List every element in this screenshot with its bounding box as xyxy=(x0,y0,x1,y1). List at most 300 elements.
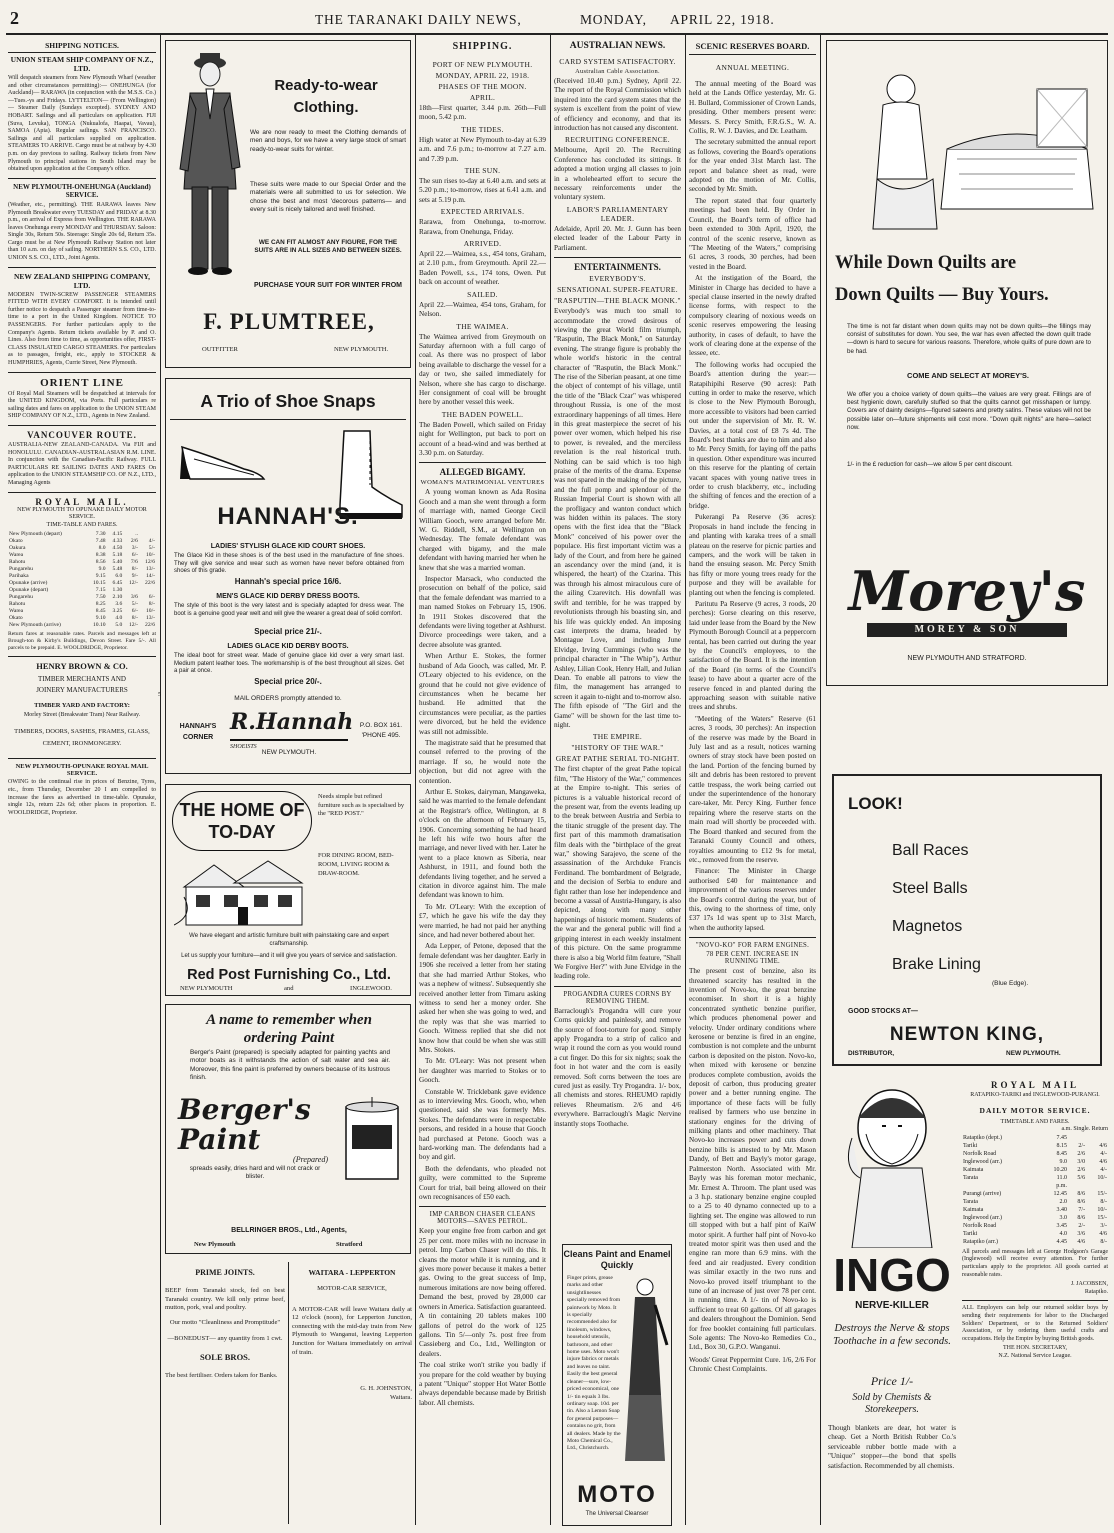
subheading: EXPECTED ARRIVALS. xyxy=(440,207,525,217)
mail-timetable-heading: TIME-TABLE AND FARES. xyxy=(46,521,118,528)
table-cell: 4.50 xyxy=(112,545,123,552)
nk-item xyxy=(892,832,1082,984)
subheading: CARD SYSTEM SATISFACTORY. xyxy=(559,57,676,66)
table-cell: 8.38 xyxy=(95,552,106,559)
table-cell: Okato xyxy=(9,538,23,545)
paragraph: When Arthur E. Stokes, the former husband of Ada Gooch, was called, Mr. P. O'Leary objected to his evidence, on the ground that he could not give evidence of circumstances when he became her husband. He admitted that the circumstances were peculiar, as the parties were divorced, but he held the evidence was still not admissible. xyxy=(419,652,546,736)
table-cell: Purangi (arrive) xyxy=(963,1190,1002,1197)
table-cell: 3.25 xyxy=(112,608,123,615)
hannah-logo xyxy=(230,709,354,750)
berger-agents: BELLRINGER BROS., Ltd., Agents, xyxy=(231,1227,347,1234)
table-cell: Rahotu xyxy=(9,601,26,608)
article-text: Woods' Great Peppermint Cure. 1/6, 2/6 For Chronic Chest Complaints. xyxy=(689,1355,816,1374)
masthead-day: MONDAY, xyxy=(580,12,647,27)
redpost-title-box xyxy=(172,791,312,851)
divider xyxy=(8,178,156,179)
table-cell: 10/- xyxy=(145,608,155,615)
subheading: ANNUAL MEETING. xyxy=(715,63,790,72)
table-cell: 4.15 xyxy=(112,531,123,538)
hannah-po: P.O. BOX 161. 'PHONE 495. xyxy=(359,722,403,739)
table-cell: 4/- xyxy=(148,538,155,545)
subheading: EVERYBODY'S. xyxy=(589,274,646,284)
paragraph: To Mr. O'Leary: With the exception of £7, which he gave his wife the day they were married, he had not paid her anything since, and had never bothered about her. xyxy=(419,902,546,940)
nk-item-label: Brake Lining xyxy=(892,956,981,973)
morey-body: The time is not far distant when down quilts may not be down quilts—the fillings may consist of substitutes for down. You see, the war has even affected the down quilt trade—down is hard to secure for various reasons. Therefore, whole quilts of pure down are to be had. xyxy=(847,323,1091,355)
section-heading: AUSTRALIAN NEWS. xyxy=(569,41,666,51)
plumtree-title2: Clothing. xyxy=(293,99,359,116)
hannah-logo-sub: SHOEISTS xyxy=(230,744,257,750)
hannah-town: NEW PLYMOUTH. xyxy=(261,749,317,756)
ingo-blankets: Though blankets are dear, hot water is cheap. Get a North British Rubber Co.'s serviceable rubber bottle made with a "Unique" stopper—the bond that spells satisfaction. Recommended by all chemists. xyxy=(828,1424,956,1470)
hannah-shoe-title: MEN'S GLACE KID DERBY DRESS BOOTS. xyxy=(216,593,360,600)
union-title: UNION STEAM SHIP COMPANY OF N.Z., LTD. xyxy=(10,55,154,73)
paragraph: To Mr. O'Leary: Was not present when her daughter was married to Stokes or to Gooch. xyxy=(419,1057,546,1085)
morey-headline2: Down Quilts — Buy Yours. xyxy=(835,285,1049,305)
divider xyxy=(8,372,156,373)
henry-brown-line: TIMBER MERCHANTS AND xyxy=(38,675,126,684)
lepperton-body: A MOTOR-CAR will leave Waitara daily at 12 o'clock (noon), for Lepperton Junction, connecting with the mid-day train from New Plymouth to Wanganui, leaving Lepperton Junction for Waitara immediately on arrival of train. xyxy=(292,1305,412,1356)
table-cell xyxy=(962,1182,1039,1190)
article-text: (Received 10.40 p.m.) Sydney, April 22. The report of the Royal Commission which inquired into the card system states that the system is excellent from the point of view of efficiency and economy, and that its introduction has not caused any discontent. xyxy=(554,77,681,133)
table-cell: Okato xyxy=(9,615,23,622)
table-cell: 5/- xyxy=(148,545,155,552)
table-cell: 22/6 xyxy=(145,622,155,629)
moto-brand: MOTO xyxy=(577,1481,657,1508)
article-text: 18th—First quarter, 3.44 p.m. 26th—Full moon, 5.42 p.m. xyxy=(419,104,546,122)
table-row xyxy=(962,1214,1108,1222)
article-text: The Baden Powell, which sailed on Friday night for Wellington, put back to port on account of a head-wind and was berthed at 3.30 p.m. on Saturday. xyxy=(419,420,546,457)
henry-brown-line: TIMBER YARD AND FACTORY: xyxy=(34,702,130,710)
berger-logo xyxy=(178,1093,328,1164)
table-cell: 4/- xyxy=(1100,1166,1107,1173)
table-cell: 8.25 xyxy=(95,601,106,608)
divider xyxy=(419,1206,546,1207)
paragraph: Paritutu Pa Reserve (9 acres, 3 roods, 20 perches): Gorse clearing on this reserve, laid under lease from the Board by the New Plymouth Borough Council at a peppercorn rental, has been carried out during the year by the Council's employees, to the satisfaction of the Board. It is the intention of the Board (in terms of the Council's lease) to have about a quarter acre of the reserve fenced in and planted during the approaching season with suitable native trees and shrubs. xyxy=(689,599,816,712)
plumtree-body: These suits were made to our Special Order and the materials were all submitted to us for selection. We chose the best and most 'decorous patterns— and every suit is nicely tailored and well finished. xyxy=(250,181,406,214)
table-cell: Norfolk Road xyxy=(963,1150,997,1157)
column-rule xyxy=(550,35,551,1525)
article-text: Everybody's was much too small to accommodate the crowd desirous of viewing the great World film triumph, "Rasputin, The Black Monk," on Saturday evening. The strange figure is probably the whole world's historic in the central character of "Rasputin, the Black Monk." The rise of the Siberian peasant, at one time the object of contempt of his village, until the title of the "Black Czar" was whispered throughout Russia, is one of the most extraordinary happenings of all times. Here in this great masterpiece the secret of his power over women, which helped his rise to power, is revealed, and the merciless revelation is the real historical truth. Nothing can be said which is too high praise of the merits of the drama. Expense was not spared in the making of the picture, and the full pomp and splendour of the Russian Imperial Court is shown with all the profligacy and wanton conduct which was hidden within its palaces. The story opens with the first idea that the "Black Monk" conceived of his power over the populace. His first important victim was a lady of the Court, and from here he gained an ascendancy over the mind (and, it is whispered, the heart) of the Czarina. This was through his almost miraculous cure of the ailing Czarevitch. His downfall was swift and terrible, for he was trapped by revolutionists through his boasting sin, and his life was quickly ended. An imposing cast interprets the drama, headed by Montague Love, and including June Elvidge, Irving Cummings (who was the principal character in "The Whip"), Arthur Ashley, Lilian Cook, Henry Hall, and Julian Dean. To enable all patrons to view the film, the management has arranged to screen it again to-night and to-morrow also. The fifth episode of "The Girl and the Game" will be shown for the last time to-night. xyxy=(554,307,681,729)
moto-title: Cleans Paint and Enamel Quickly xyxy=(563,1249,671,1270)
table-cell: 13/- xyxy=(145,615,155,622)
hannah-shoe-title: LADIES GLACE KID DERBY BOOTS. xyxy=(227,643,349,650)
paragraph: Finance: The Minister in Charge authorised £40 for maintenance and improvement of the various reserves under the Board's control during the year, but of this, owing to the shortness of time, only £37 17s 1d was spent up to 31st March, when the authority lapsed. xyxy=(689,867,816,932)
morey-body: We offer you a choice variety of down quilts—the values are very great. Fillings are of best hygienic down, carefully stuffed so that the quilts cannot get misshapen or lumpy. Covers are of dainty designs—figured sateens and pretty satins. These values will not be possible later on—future shipments will cost more. "Down quilt nights" are here—select now. xyxy=(847,391,1091,431)
ratapiko-title: ROYAL MAIL xyxy=(991,1080,1079,1090)
hannah-ad xyxy=(158,378,411,774)
column-scenic-reserves xyxy=(689,38,816,1528)
table-cell: 9/- xyxy=(131,573,138,580)
table-cell xyxy=(1086,1182,1108,1190)
table-cell: 6.45 xyxy=(112,580,123,587)
table-cell: 2/- xyxy=(1078,1142,1086,1149)
nk-item-label: Steel Balls xyxy=(892,880,968,897)
berger-logo-sub: (Prepared) xyxy=(293,1155,328,1164)
sole-foot: The best fertiliser. Orders taken for Banks. xyxy=(165,1371,278,1379)
column-shipping-news xyxy=(419,38,546,1528)
hannah-price: Hannah's special price 16/6. xyxy=(234,577,342,586)
subheading: APRIL. xyxy=(469,93,496,102)
paragraph: Pukerangi Pa Reserve (36 acres): Proposals in hand include the fencing in and planting with karaka trees of a small plateau on the reserve for picnic parties and campers, and the work will be taken in hand the ensuing season. Mr. Percy Smith has fifty or more young trees ready for the purpose and they will be available for planting out when the fencing is completed. xyxy=(689,513,816,597)
paragraph: The annual meeting of the Board was held at the Lands Office yesterday, Mr. G. H. Bullard, Commissioner of Crown Lands, presiding. Other members present were: Messrs. S. Percy Smith, F.R.G.S., W. A. Collis, R. W. J. Davies, and Dr. Leatham. xyxy=(689,80,816,136)
paint-tin-illustration xyxy=(342,1097,402,1183)
table-cell: 8.15 xyxy=(1056,1142,1067,1149)
plumtree-outfitter: OUTFITTER xyxy=(202,346,238,353)
article-text: The first chapter of the great Pathe topical film, "The History of the War," commences at the Empire to-night. This series of pictures is a valuable historical record of the present war, from the events leading up to the break between Austria and Serbia to the titanic struggle of the present day. The first part of this mammoth dramatisation film deals with the "birthplace of the great war," showing Sarajevo, the scene of the assassination of the Archduke Francis Ferdinand. The bombardment of Belgrade, and the decision of Serbia to endure and fight rather than lose her independence and become a vassal of Austria-Hungary, is also depicted, along with many other happenings of historic moment. Students of the war and the general public will find a gripping interest in each weekly instalment of this picture. On the same programme there is also a big World film feature, "Shall We Forgive Her?" with June Elvidge in the leading role. xyxy=(554,765,681,981)
table-cell: 7.15 xyxy=(95,587,106,594)
table-cell: 4/6 xyxy=(1099,1230,1107,1237)
bigamy-article xyxy=(419,488,546,1202)
table-cell: 6/- xyxy=(148,594,155,601)
table-cell: 2/6 xyxy=(130,538,138,545)
subheading: RECRUITING CONFERENCE. xyxy=(565,135,670,145)
table-cell: 5/6 xyxy=(1077,1174,1086,1181)
subheading: ARRIVED. xyxy=(463,239,502,249)
table-row xyxy=(962,1166,1108,1174)
table-row xyxy=(8,594,156,601)
table-row xyxy=(8,601,156,608)
table-row xyxy=(962,1158,1108,1166)
table-cell: Kaimata xyxy=(963,1206,984,1213)
table-cell: 3.6 xyxy=(115,601,123,608)
table-cell: 8/- xyxy=(1100,1238,1107,1245)
table-cell xyxy=(123,587,139,594)
subheading: IMP CARBON CHASER CLEANS MOTORS—SAVES PETROL. xyxy=(429,1211,536,1226)
plumtree-name: F. PLUMTREE, xyxy=(203,309,375,334)
table-cell: 8.0 xyxy=(98,545,106,552)
berger-town: Stratford xyxy=(336,1241,363,1248)
divider xyxy=(8,656,156,657)
paragraph: Both the defendants, who pleaded not guilty, were committed to the Supreme Court for trial, bail being allowed on their own recognisances of £50 each. xyxy=(419,1164,546,1202)
table-cell: 12.45 xyxy=(1053,1190,1067,1197)
lepperton-ad xyxy=(292,1262,412,1524)
table-row xyxy=(962,1238,1108,1246)
article-text: Keep your engine free from carbon and get 25 per cent. more miles with no increase in petrol. Imp Carbon Chaser will do this. It cleans the motor while it is running, and it gives more power because it makes a better gas. Owing to the great success of Imp, numerous imitations are now being offered. Demand the best, proved by 28,000 car owners in America. Satisfaction guaranteed. A tin containing 20 tablets makes 100 gallons of petrol do the work of 125 gallons. Tin 5/—only 7s. post free from Cassieberg and Co., Ltd., Wellington or dealers. xyxy=(419,1227,546,1358)
divider xyxy=(8,425,156,426)
subheading: THE BADEN POWELL. xyxy=(441,409,524,419)
masthead-date: APRIL 22, 1918. xyxy=(670,12,775,27)
table-cell: Ratapiko (dept.) xyxy=(963,1134,1002,1141)
plumtree-title: Ready-to-wear xyxy=(274,77,378,94)
subheading: PORT OF NEW PLYMOUTH. xyxy=(432,60,533,69)
table-cell: 5.40 xyxy=(112,559,123,566)
paragraph: Ada Lepper, of Petone, deposed that the female defendant was her daughter. Early in 1906 she received a letter from her stating that she had married Arthur Stokes, who was a nephew of witness'. Subsequently she received another letter from Timaru asking witness to send her a money order. She asked her when she was going to wed, and the reply was that she was married to Gooch. Witness replied that she did not know how that could be when she was still Mrs. Stokes. xyxy=(419,942,546,1054)
table-cell: 8.45 xyxy=(1056,1150,1067,1157)
plumtree-body: WE CAN FIT ALMOST ANY FIGURE, FOR THE SUITS ARE IN ALL SIZES AND BETWEEN SIZES. xyxy=(254,239,402,255)
morey-come: COME AND SELECT AT MOREY'S. xyxy=(907,371,1029,380)
moto-foot: The Universal Cleanser xyxy=(585,1511,649,1517)
ratapiko-sub: RATAPIKO-TARIKI and INGLEWOOD-PURANGI. xyxy=(970,1092,1100,1098)
table-cell: 9.10 xyxy=(95,615,106,622)
ingo-tag: Destroys the Nerve & stops Toothache in a few seconds. xyxy=(833,1323,951,1347)
hannah-shoe-desc: The Glace Kid in these shoes is of the best used in the manufacture of fine shoes. They will give service and wear such as women have never before obtained from shoes of this grade. xyxy=(174,553,404,575)
plumtree-body: We are now ready to meet the Clothing demands of men and boys, for we have a very large stock of smart ready-to-wear suits for winter. xyxy=(250,129,406,153)
paragraph: At the instigation of the Board, the Minister in Charge has decided to have a special clause inserted in the newly drafted license forms, with respect to the compulsory clearing of noxious weeds on scenic reserves empowering the leasing authority, in cases of default, to have the work of clearing done at the expense of the lessee, etc. xyxy=(689,274,816,358)
subheading: "HISTORY OF THE WAR." xyxy=(571,743,664,753)
table-row xyxy=(962,1142,1108,1150)
table-cell: 9.15 xyxy=(95,573,106,580)
article-text: The sun rises to-day at 6.40 a.m. and sets at 5.20 p.m.; to-morrow, rises at 6.41 a.m. and sets at 5.19 p.m. xyxy=(419,177,546,204)
nk-item-label: Magnetos xyxy=(892,918,963,935)
article-text: April 22.—Waimea, s.s., 454 tons, Graham, at 2.10 p.m., from Greymouth. April 22.—Baden Powell, s.s., 174 tons, Owen. Put back on account of weather. xyxy=(419,250,546,287)
redpost-body: Let us supply your furniture—and it will give you years of service and satisfaction. xyxy=(181,953,397,959)
bedroom-illustration xyxy=(837,49,1099,241)
toothache-illustration xyxy=(832,1078,952,1248)
article-text: The coal strike won't strike you badly if you prepare for the cold weather by buying a patent "Unique" stopper Hot Water Bottle always dependable because made by British labor. All chemists. xyxy=(419,1361,546,1407)
table-cell: Opunake (depart) xyxy=(9,587,49,594)
masthead-rule xyxy=(6,33,1108,35)
table-cell: 8.56 xyxy=(95,559,106,566)
subheading: 78 PER CENT. INCREASE IN RUNNING TIME. xyxy=(706,951,799,966)
nz-shipping-title: NEW ZEALAND SHIPPING COMPANY, LTD. xyxy=(13,271,151,290)
article-text: Adelaide, April 20. Mr. J. Gunn has been elected leader of the Labour Party in Parliament. xyxy=(554,224,681,252)
orient-title: ORIENT LINE xyxy=(40,376,124,389)
table-cell: Kaimata xyxy=(963,1166,984,1173)
column-rule xyxy=(820,35,821,1525)
table-cell: 3/0 xyxy=(1077,1158,1086,1165)
redpost-town: NEW PLYMOUTH xyxy=(180,985,233,992)
morey-towns: NEW PLYMOUTH AND STRATFORD. xyxy=(907,655,1027,662)
table-cell: 7/6 xyxy=(130,559,138,566)
subheading: MONDAY, APRIL 22, 1918. xyxy=(435,71,530,80)
table-cell: Ratapiko (arr.) xyxy=(963,1238,998,1245)
table-cell: 8/6 xyxy=(1077,1198,1086,1205)
morey-discount: 1/- in the £ reduction for cash—we allow 5 per cent discount. xyxy=(847,461,1013,468)
hannah-brand: HANNAH'S. xyxy=(217,503,359,530)
table-cell: 3/- xyxy=(131,545,138,552)
divider xyxy=(170,419,406,420)
table-row xyxy=(8,538,156,545)
table-cell xyxy=(139,531,156,538)
table-cell: 3.45 xyxy=(1056,1222,1067,1229)
nk-name: NEWTON KING, xyxy=(889,1024,1045,1045)
divider xyxy=(8,492,156,493)
subheading: THE SUN. xyxy=(464,166,501,176)
table-cell: 3/6 xyxy=(1077,1230,1086,1237)
table-cell: New Plymouth (arrive) xyxy=(9,622,61,629)
subheading: THE TIDES. xyxy=(461,124,504,134)
lepperton-title: WAITARA - LEPPERTON xyxy=(308,1268,396,1277)
divider xyxy=(689,54,816,55)
plumtree-town: NEW PLYMOUTH. xyxy=(334,346,389,353)
hannah-shoe-title: LADIES' STYLISH GLACE KID COURT SHOES. xyxy=(210,543,366,550)
divider xyxy=(8,52,156,53)
ratapiko-sub2: DAILY MOTOR SERVICE. xyxy=(979,1105,1091,1115)
table-cell: 2/- xyxy=(1078,1222,1086,1229)
table-cell xyxy=(1086,1134,1108,1142)
hannah-corner: HANNAH'S CORNER xyxy=(179,723,217,741)
table-cell: Warea xyxy=(9,608,24,615)
table-row xyxy=(962,1182,1108,1190)
sole-ad xyxy=(165,1262,285,1524)
table-cell: 6/- xyxy=(131,608,138,615)
table-cell: Tarata xyxy=(963,1174,978,1181)
table-cell: 3/6 xyxy=(130,594,138,601)
shoe-illustration xyxy=(174,427,270,487)
ratapiko-tt: TIMETABLE AND FARES. xyxy=(1000,1118,1070,1125)
table-cell: 9.0 xyxy=(1059,1158,1067,1165)
ingo-brand: INGO xyxy=(833,1249,951,1301)
berger-town: New Plymouth xyxy=(194,1241,236,1248)
henry-brown-line: Morley Street (Breakwater Tram) Near Railway. xyxy=(23,712,141,719)
paragraph: Inspector Marsack, who conducted the prosecution on behalf of the police, said that the female defendant was married to a man named Stokes on February 15, 1906. In 1911 Stokes discovered that the defendants were living together at Ashhurst. Divorce proceedings were taken, and a decree absolute was granted. xyxy=(419,575,546,649)
table-cell: 4.0 xyxy=(1059,1230,1067,1237)
subheading: PHASES OF THE MOON. xyxy=(438,82,527,91)
redpost-title: THE HOME OF TO-DAY xyxy=(179,800,305,842)
section-heading: ENTERTAINMENTS. xyxy=(574,262,661,273)
vancouver-body: AUSTRALIA-NEW ZEALAND-CANADA. Via FIJI and HONOLULU. CANADIAN-AUSTRALASIAN R.M. LINE. In conjunction with the Canadian-Pacific Railway. FULL PARTICULARS RE SAILING DATES AND FARES On application to the UNION STEAMSHIP CO. OF N.Z., LTD., Managing Agents xyxy=(8,441,156,486)
column-rule xyxy=(160,35,161,1525)
table-row xyxy=(8,559,156,566)
redpost-side: Needs simple but refined furniture such as is specialised by the "RED POST." xyxy=(318,793,405,818)
table-cell: 10.15 xyxy=(93,580,106,587)
table-cell: 10/- xyxy=(1097,1174,1107,1181)
table-cell: 11.0 xyxy=(1056,1174,1067,1181)
table-cell: Norfolk Road xyxy=(963,1222,997,1229)
table-cell: Tariki xyxy=(963,1142,978,1149)
table-cell: Inglewood (arr.) xyxy=(963,1158,1002,1165)
table-row xyxy=(962,1222,1108,1230)
hannah-five: 5 xyxy=(158,691,162,698)
article-text: Rarawa, from Onehunga, to-morrow. Rarawa, from Onehunga, Friday. xyxy=(419,218,546,236)
table-cell: 4/6 xyxy=(1077,1238,1086,1245)
subheading: "RASPUTIN—THE BLACK MONK." xyxy=(554,296,681,306)
sole-motto: Our motto "Cleanliness and Promptitude" xyxy=(169,1318,281,1326)
divider xyxy=(689,937,816,938)
ingo-price: Price 1/- xyxy=(870,1374,914,1388)
morey-ad xyxy=(826,40,1108,686)
ratapiko-mail xyxy=(962,1080,1108,1526)
table-cell: Rahotu xyxy=(9,559,26,566)
table-cell: 2.0 xyxy=(1059,1198,1067,1205)
onehunga-body: (Weather, etc., permitting). THE RARAWA leaves New Plymouth Breakwater every TUESDAY and FRIDAY at 8.30 p.m., on arrival of Express from Wellington. THE RARAWA leaves Onehunga every MONDAY and THURSDAY. Saloon: Single 30s, Return 50s. Steerage: Single 20s 6d, Return 35s. Cargo must be at New Plymouth Railway Station not later than 10 a.m. on day of sailing. NORTHERN S.S. CO., LTD. UNION S.S. CO., LTD., Joint Agents. xyxy=(8,201,156,262)
sole-name: SOLE BROS. xyxy=(199,1351,251,1362)
subheading: SAILED. xyxy=(467,289,498,299)
employers-sec2: N.Z. National Service League. xyxy=(998,1352,1072,1359)
subheading: WOMAN'S MATRIMONIAL VENTURES xyxy=(420,479,545,487)
table-cell: 3.0 xyxy=(1059,1214,1067,1221)
table-cell: 2/6 xyxy=(1077,1166,1086,1173)
table-cell: Inglewood (arr.) xyxy=(963,1214,1002,1221)
table-cell: 2/6 xyxy=(1077,1150,1086,1157)
table-cell: 7.50 xyxy=(95,594,106,601)
divider xyxy=(419,462,546,463)
nk-item-label: Ball Races xyxy=(892,842,969,859)
table-cell: Oakura xyxy=(9,545,26,552)
article-text: April 22.—Waimea, 454 tons, Graham, for Nelson. xyxy=(419,300,546,319)
table-cell: 8/- xyxy=(131,615,138,622)
nk-stocks: GOOD STOCKS AT— xyxy=(848,1008,918,1015)
henry-brown-line: TIMBERS, DOORS, SASHES, FRAMES, GLASS, CEMENT, IRONMONGERY. xyxy=(14,728,150,748)
table-cell: 9.0 xyxy=(98,566,106,573)
orient-body: Of Royal Mail Steamers will be despatched at intervals for the UNITED KINGDOM, via Ports. Full particulars re sailing dates and fares on application to the UNION STEAM SHIP COMPANY OF N.Z., LTD., Agents in New Zealand. xyxy=(8,390,156,420)
table-cell: 1.30 xyxy=(112,587,123,594)
subheading: THE EMPIRE. xyxy=(592,732,643,742)
table-cell: 4/6 xyxy=(1099,1142,1107,1149)
column-rule xyxy=(415,35,416,1525)
berger-spreads: spreads easily, dries hard and will not crack or blister. xyxy=(189,1165,321,1181)
table-row xyxy=(8,566,156,573)
table-cell: 4/- xyxy=(1100,1150,1107,1157)
house-illustration xyxy=(174,857,308,929)
table-cell: 15/- xyxy=(1097,1190,1107,1197)
table-cell: 13/- xyxy=(145,566,155,573)
ratapiko-town: Ratapiko. xyxy=(1084,1288,1108,1295)
ratapiko-timetable xyxy=(962,1134,1108,1246)
paragraph: Arthur E. Stokes, dairyman, Mangaweka, said he was married to the female defendant at the Registrar's office, Wellington, at 8 o'clock on the afternoon of February 15, 1906. Concerning something he had heard he left his wife two hours after the marriage, and never lived with her. Later he went to a place known as Siberia, near Ashhurst, in 1911, and found both the defendants living together, and he served a citation in divorce against him. The male defendant was known to him. xyxy=(419,787,546,900)
paragraph: The secretary submitted the annual report as follows, covering the Board's operations for the year ended 31st March last. The report and balance sheet as read, were adopted on the motion of Mr. Collis, seconded by Mr. Smith. xyxy=(689,138,816,194)
article-text: High water at New Plymouth to-day at 6.39 a.m. and 7.6 p.m.; to-morrow at 7.27 a.m. and 7.39 p.m. xyxy=(419,135,546,163)
table-row xyxy=(8,608,156,615)
redpost-body: We have elegant and artistic furniture built with painstaking care and expert craftsmanship. xyxy=(189,933,389,947)
redpost-town: INGLEWOOD. xyxy=(350,985,392,992)
article-text: Melbourne, April 20. The Recruiting Conference has concluded its sittings. It adopted a motion urging all classes to join in a wholehearted effort to secure the necessary reinforcements under the voluntary system. xyxy=(554,146,681,202)
divider xyxy=(8,267,156,268)
table-cell: 4.0 xyxy=(115,615,123,622)
lepperton-sub: MOTOR-CAR SERVICE, xyxy=(317,1285,387,1292)
hannah-shoe-desc: The ideal boot for street wear. Made of genuine glace kid over a very smart last. Medium patent leather toes. The workmanship is of the best throughout all sizes. Get a pair at once. xyxy=(174,653,404,675)
table-cell: 2.10 xyxy=(112,594,123,601)
table-cell: 10.10 xyxy=(93,622,106,629)
opunake-title: NEW PLYMOUTH-OPUNAKE ROYAL MAIL SERVICE. xyxy=(15,763,149,778)
table-row xyxy=(962,1190,1108,1198)
paragraph: Constable W. Tricklebank gave evidence as to interviewing Mrs. Gooch, who, when questioned, said she was formerly Mrs. Stokes. The defendants were in respectable persons, and resided in a house that Gooch had purchased at Petone. Gooch was a hard-working man. The defendants had a boy and girl. xyxy=(419,1087,546,1162)
scenic-article xyxy=(689,80,816,933)
hannah-mail: MAIL ORDERS promptly attended to. xyxy=(234,695,342,702)
column-shipping-notices xyxy=(8,38,156,1528)
table-cell: 5.0 xyxy=(115,622,123,629)
onehunga-title: NEW PLYMOUTH-ONEHUNGA (Auckland) SERVICE. xyxy=(13,182,151,200)
hannah-price: Special price 21/-. xyxy=(254,627,322,636)
hannah-title: A Trio of Shoe Snaps xyxy=(200,391,376,411)
subheading: Australian Cable Association. xyxy=(575,68,660,75)
mail-timetable xyxy=(8,531,156,629)
table-row xyxy=(8,587,156,594)
table-cell xyxy=(1068,1134,1086,1142)
paragraph: The following works had occupied the Board's attention during the year:— Ratapihipihi Reserve (90 acres): Path cutting in order to make the reserve, which is close to the New Plymouth Borough, more accessible to visitors had been carried out under the supervision of Mr. R. W. Davies, at a total cost of £8 7s 4d. The Board's best thanks are due to him and also to Mr. Percy Smith, for laying off the paths in question. Other expenditure was incurred on this reserve for the planting of certain vacant spaces with young native trees in order to crush blackberry, etc., including the shifting of fences and the erection of a bridge. xyxy=(689,360,816,510)
table-row xyxy=(8,622,156,629)
table-cell: 10/- xyxy=(145,552,155,559)
berger-body: Berger's Paint (prepared) is specially adapted for painting yachts and motor boats as it withstands the action of salt water and sea air. Moreover, this fine paint is preferred by owners because of its lustrous finish. xyxy=(190,1049,390,1082)
table-cell: .. xyxy=(135,531,138,538)
table-cell: 3/- xyxy=(1100,1222,1107,1229)
mail-footer: Return fares at reasonable rates. Parcels and messages left at Brough-ton & Kirby's Buildings, Devon Street. Fare 5/-. All parcels to be prepaid. E. WOOLDRIDGE, Proprietor. xyxy=(8,631,156,652)
paragraph: The magistrate said that he presumed that counsel referred to the proving of the marriage. If so, he would note the objection, but did not agree with the contention. xyxy=(419,738,546,785)
section-heading: SCENIC RESERVES BOARD. xyxy=(695,41,810,51)
subheading: SENSATIONAL SUPER-FEATURE. xyxy=(557,285,678,295)
employers-notice: ALL Employers can help our returned soldier boys by sending their requirements for labor to the Discharged Soldiers' Department, or to the Returned Soldiers' Association, or by ordering them useful crafts and occupations. Help the Empire by buying British goods. xyxy=(962,1305,1108,1342)
table-cell: 12/- xyxy=(128,622,138,629)
table-cell: 5.48 xyxy=(112,566,123,573)
table-cell: 6.0 xyxy=(115,573,123,580)
morey-logo-band xyxy=(867,623,1067,637)
divider xyxy=(962,1300,1108,1301)
divider xyxy=(554,986,681,987)
table-cell: 4.33 xyxy=(112,538,123,545)
table-cell: 4.45 xyxy=(1056,1238,1067,1245)
table-cell xyxy=(1068,1182,1086,1190)
employers-sec: THE HON. SECRETARY, xyxy=(1002,1345,1068,1352)
table-cell: 6/- xyxy=(131,552,138,559)
table-cell: 8/- xyxy=(131,566,138,573)
nk-distributor: DISTRIBUTOR, xyxy=(848,1050,895,1057)
vancouver-title: VANCOUVER ROUTE. xyxy=(27,429,137,440)
table-cell: Warea xyxy=(9,552,24,559)
plumtree-ad xyxy=(165,40,411,368)
hannah-price: Special price 20/-. xyxy=(254,677,322,686)
table-cell: 14/- xyxy=(145,573,155,580)
henry-brown-title: HENRY BROWN & CO. xyxy=(36,661,128,672)
